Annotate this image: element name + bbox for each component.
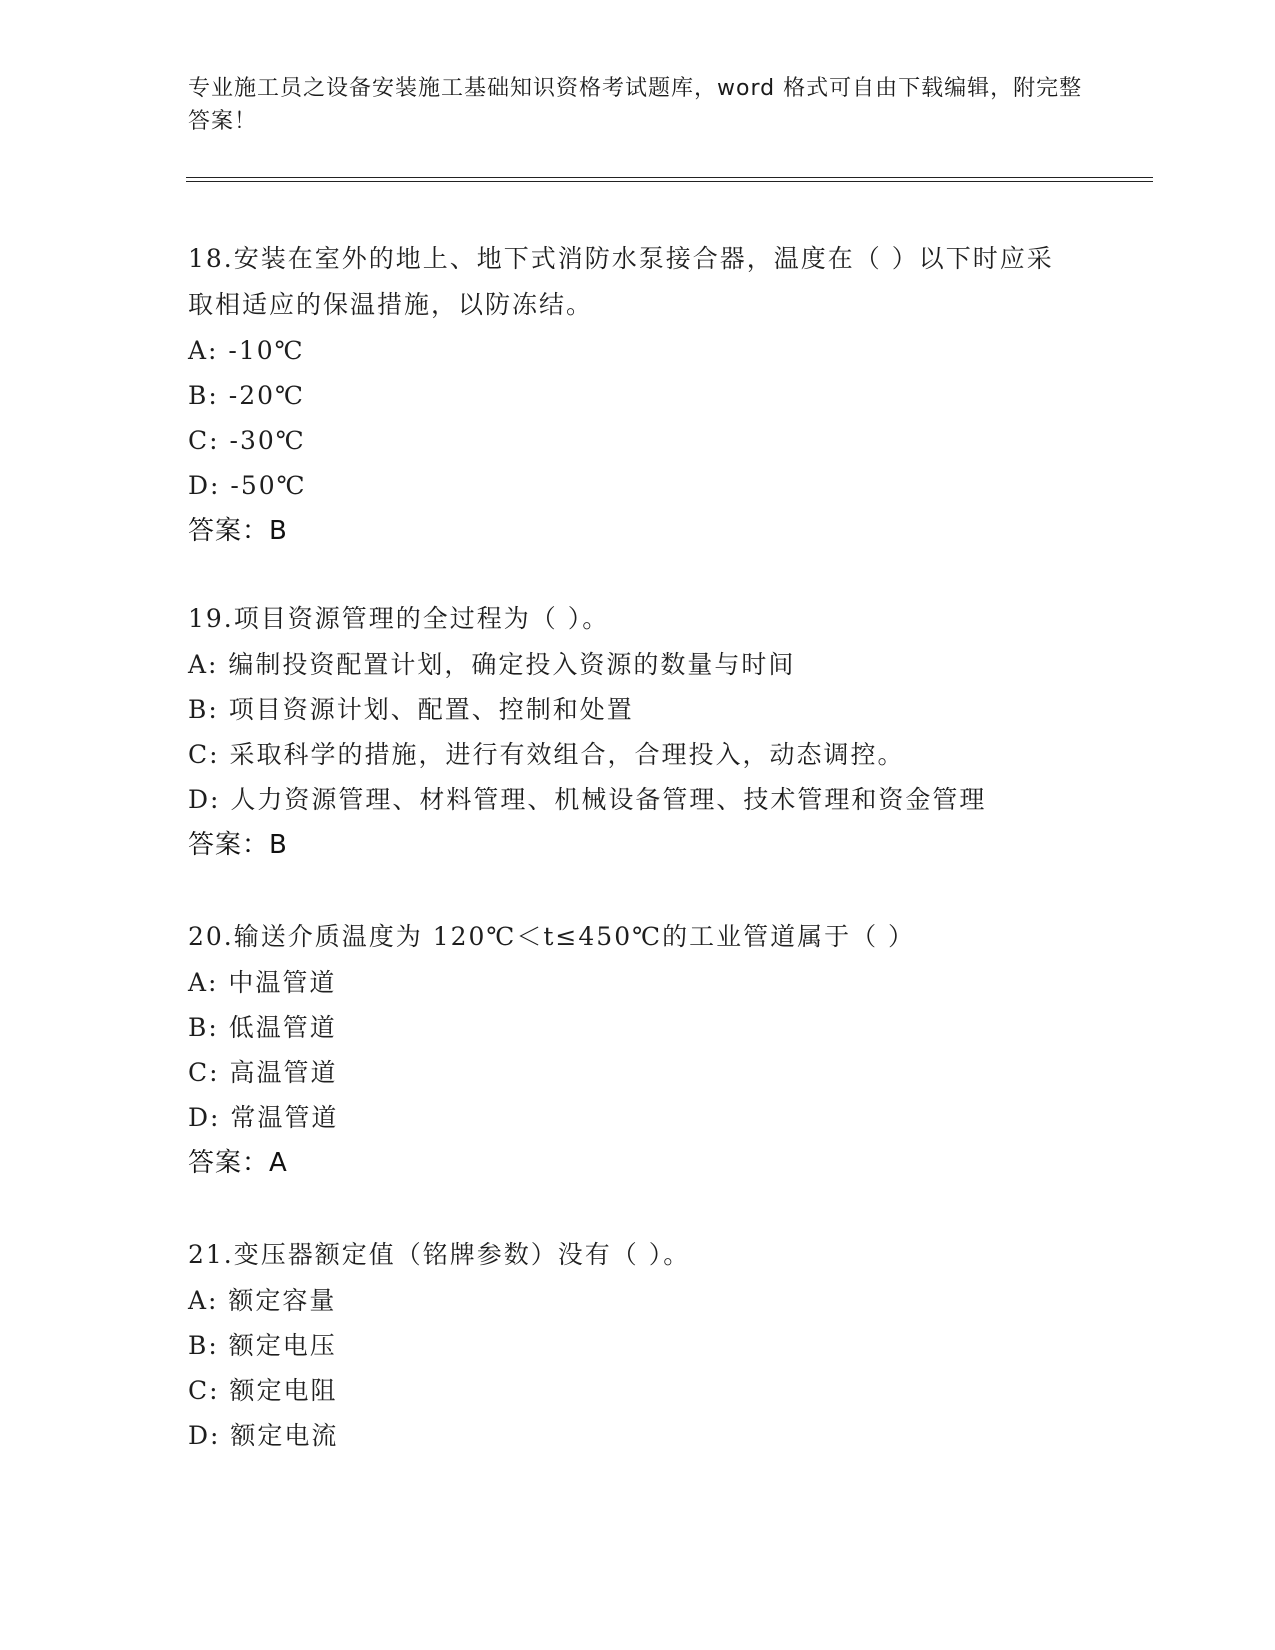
question-stem: 19.项目资源管理的全过程为（ ）。 — [188, 604, 610, 633]
answer-line: 答案：B — [188, 830, 288, 860]
option-a: A: 中温管道 — [188, 968, 337, 997]
option-c: C: 采取科学的措施，进行有效组合，合理投入，动态调控。 — [188, 740, 905, 769]
option-b: B: 额定电压 — [188, 1331, 337, 1360]
question-20 — [188, 914, 1088, 1186]
option-c: C: -30℃ — [188, 426, 306, 455]
question-stem: 18.安装在室外的地上、地下式消防水泵接合器，温度在（ ）以下时应采取相适应的保温措施，以防冻结。 — [188, 244, 1054, 319]
question-stem: 21.变压器额定值（铭牌参数）没有（ ）。 — [188, 1240, 691, 1269]
option-d: D: 额定电流 — [188, 1421, 339, 1450]
option-b: B: 低温管道 — [188, 1013, 337, 1042]
answer-line: 答案：B — [188, 516, 288, 546]
question-21 — [188, 1232, 1088, 1458]
option-b: B: 项目资源计划、配置、控制和处置 — [188, 695, 634, 724]
question-18 — [188, 236, 1088, 554]
question-19 — [188, 596, 1088, 868]
header-divider — [186, 177, 1153, 178]
option-c: C: 高温管道 — [188, 1058, 338, 1087]
option-a: A: 额定容量 — [188, 1286, 337, 1315]
question-stem: 20.输送介质温度为 120℃＜t≤450℃的工业管道属于（ ） — [188, 922, 916, 951]
option-b: B: -20℃ — [188, 381, 305, 410]
option-d: D: -50℃ — [188, 471, 307, 500]
option-d: D: 常温管道 — [188, 1103, 339, 1132]
option-a: A: -10℃ — [188, 336, 305, 365]
answer-line: 答案：A — [188, 1148, 288, 1178]
option-d: D: 人力资源管理、材料管理、机械设备管理、技术管理和资金管理 — [188, 785, 987, 814]
header-divider-secondary — [186, 181, 1153, 182]
document-header: 专业施工员之设备安装施工基础知识资格考试题库，word 格式可自由下载编辑，附完整答案！ — [188, 76, 1083, 134]
option-a: A: 编制投资配置计划，确定投入资源的数量与时间 — [188, 650, 796, 679]
option-c: C: 额定电阻 — [188, 1376, 338, 1405]
